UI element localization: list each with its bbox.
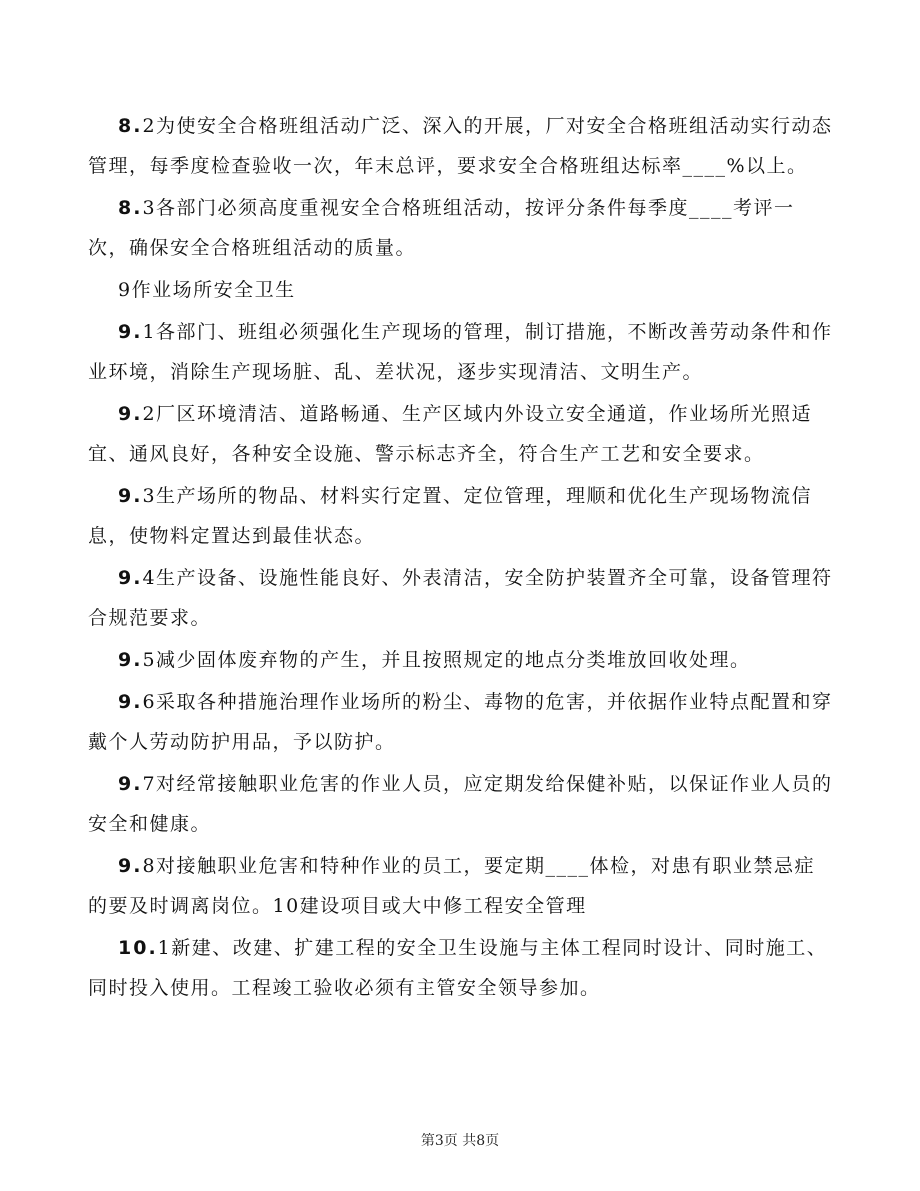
paragraph-9-5 [88, 640, 834, 680]
paragraph-8-2 [88, 106, 834, 186]
paragraph-text: 3各部门必须高度重视安全合格班组活动，按评分条件每季度____考评一次，确保安全合格班组活动的质量。 [88, 197, 795, 259]
page-number-footer: 第3页 共8页 [420, 1133, 500, 1149]
paragraph-9-6 [88, 682, 834, 762]
paragraph-9-7 [88, 764, 834, 844]
paragraph-text: 1新建、改建、扩建工程的安全卫生设施与主体工程同时设计、同时施工、同时投入使用。工程竣工验收必须有主管安全领导参加。 [88, 937, 828, 999]
section-number: 9. [118, 321, 143, 343]
paragraph-text: 8对接触职业危害和特种作业的员工，要定期____体检，对患有职业禁忌症的要及时调离岗位。10建设项目或大中修工程安全管理 [88, 855, 816, 917]
paragraph-9-4 [88, 558, 834, 638]
section-number: 10. [118, 937, 158, 959]
section-number: 9. [118, 649, 143, 671]
section-number: 9. [118, 567, 143, 589]
section-number: 9. [118, 485, 143, 507]
section-number: 9. [118, 403, 143, 425]
section-heading-text: 9作业场所安全卫生 [118, 279, 296, 301]
paragraph-9-8 [88, 846, 834, 926]
section-number: 8. [118, 115, 143, 137]
paragraph-text: 1各部门、班组必须强化生产现场的管理，制订措施，不断改善劳动条件和作业环境，消除生产现场脏、乱、差状况，逐步实现清洁、文明生产。 [88, 321, 833, 383]
paragraph-text: 6采取各种措施治理作业场所的粉尘、毒物的危害，并依据作业特点配置和穿戴个人劳动防护用品，予以防护。 [88, 691, 833, 753]
section-heading-9 [88, 270, 834, 310]
paragraph-8-3 [88, 188, 834, 268]
paragraph-text: 7对经常接触职业危害的作业人员，应定期发给保健补贴，以保证作业人员的安全和健康。 [88, 773, 833, 835]
paragraph-text: 2厂区环境清洁、道路畅通、生产区域内外设立安全通道，作业场所光照适宜、通风良好，各种安全设施、警示标志齐全，符合生产工艺和安全要求。 [88, 403, 813, 465]
section-number: 9. [118, 855, 143, 877]
paragraph-9-3 [88, 476, 834, 556]
paragraph-9-1 [88, 312, 834, 392]
section-number: 9. [118, 773, 143, 795]
section-number: 9. [118, 691, 143, 713]
paragraph-text: 5减少固体废弃物的产生，并且按照规定的地点分类堆放回收处理。 [142, 649, 751, 671]
paragraph-9-2 [88, 394, 834, 474]
paragraph-10-1 [88, 928, 834, 1008]
section-number: 8. [118, 197, 143, 219]
paragraph-text: 3生产场所的物品、材料实行定置、定位管理，理顺和优化生产现场物流信息，使物料定置达到最佳状态。 [88, 485, 813, 547]
paragraph-text: 4生产设备、设施性能良好、外表清洁，安全防护装置齐全可靠，设备管理符合规范要求。 [88, 567, 833, 629]
paragraph-text: 2为使安全合格班组活动广泛、深入的开展，厂对安全合格班组活动实行动态管理，每季度检查验收一次，年末总评，要求安全合格班组达标率____%以上。 [88, 115, 833, 177]
document-body [88, 106, 834, 1010]
